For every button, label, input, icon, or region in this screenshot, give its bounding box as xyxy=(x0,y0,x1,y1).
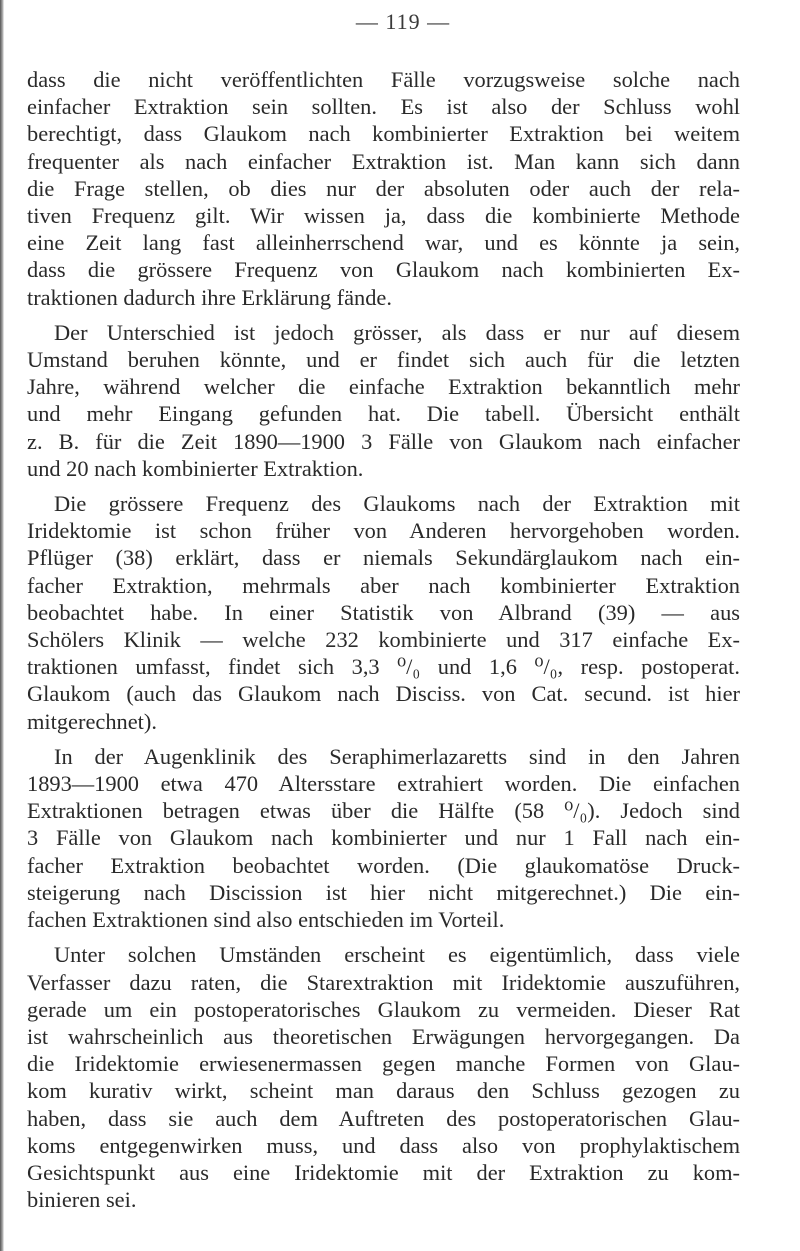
page-number: — 119 — xyxy=(355,9,451,34)
text-line: eine Zeit lang fast alleinherrschend war, und es könnte ja sein, xyxy=(27,230,740,256)
text-line: Unter solchen Umständen erscheint es eigentümlich, dass viele xyxy=(54,942,740,968)
page-edge-shadow xyxy=(0,0,4,1251)
text-line: steigerung nach Discission ist hier nicht mitgerechnet.) Die ein- xyxy=(27,879,740,905)
paragraph-2 xyxy=(27,319,740,482)
text-line: haben, dass sie auch dem Auftreten des postoperatorischen Glau- xyxy=(27,1105,740,1131)
text-line: mitgerechnet). xyxy=(27,708,157,734)
text-line: tiven Frequenz gilt. Wir wissen ja, dass die kombinierte Methode xyxy=(27,203,740,229)
text-line: Der Unterschied ist jedoch grösser, als dass er nur auf diesem xyxy=(54,319,740,345)
text-line: Die grössere Frequenz des Glaukoms nach der Extraktion mit xyxy=(54,491,740,517)
text-line: Pflüger (38) erklärt, dass er niemals Sekundärglaukom nach ein- xyxy=(27,545,740,571)
text-line: Iridektomie ist schon früher von Anderen hervorgehoben worden. xyxy=(27,518,740,544)
text-line: 1893—1900 etwa 470 Altersstare extrahiert worden. Die einfachen xyxy=(27,771,740,797)
text-line: dass die nicht veröffentlichten Fälle vorzugsweise solche nach xyxy=(27,67,740,92)
text-line: traktionen dadurch ihre Erklärung fände. xyxy=(27,284,392,310)
text-line: Jahre, während welcher die einfache Extraktion bekanntlich mehr xyxy=(27,374,740,400)
text-line: 3 Fälle von Glaukom nach kombinierter und nur 1 Fall nach ein- xyxy=(27,825,740,851)
paragraph-1 xyxy=(27,66,740,311)
text-line: facher Extraktion beobachtet worden. (Die glaukomatöse Druck- xyxy=(27,852,740,878)
paragraph-4 xyxy=(27,743,740,933)
body-text xyxy=(27,66,740,1213)
text-line: binieren sei. xyxy=(27,1187,137,1213)
text-line: facher Extraktion, mehrmals aber nach kombinierter Extraktion xyxy=(27,572,740,598)
paragraph-5 xyxy=(27,941,740,1213)
text-line: beobachtet habe. In einer Statistik von Albrand (39) — aus xyxy=(27,599,740,625)
text-line: gerade um ein postoperatorisches Glaukom zu vermeiden. Dieser Rat xyxy=(27,996,740,1022)
paragraph-3 xyxy=(27,490,740,735)
text-line: und 20 nach kombinierter Extraktion. xyxy=(27,455,364,481)
text-line: und mehr Eingang gefunden hat. Die tabell. Übersicht enthält xyxy=(27,401,740,427)
text-line: ist wahrscheinlich aus theoretischen Erwägungen hervorgegangen. Da xyxy=(27,1023,740,1049)
text-line: dass die grössere Frequenz von Glaukom nach kombinierten Ex- xyxy=(27,257,740,283)
text-line: Schölers Klinik — welche 232 kombinierte und 317 einfache Ex- xyxy=(27,627,740,653)
text-line: frequenter als nach einfacher Extraktion ist. Man kann sich dann xyxy=(27,148,740,174)
text-line: Extraktionen betragen etwas über die Hälfte (58 ⁰/₀). Jedoch sind xyxy=(27,798,740,824)
text-line: Gesichtspunkt aus eine Iridektomie mit der Extraktion zu kom- xyxy=(27,1159,740,1185)
text-line: In der Augenklinik des Seraphimerlazaretts sind in den Jahren xyxy=(54,743,740,769)
text-line: fachen Extraktionen sind also entschieden im Vorteil. xyxy=(27,907,505,933)
text-line: die Iridektomie erwiesenermassen gegen manche Formen von Glau- xyxy=(27,1051,740,1077)
text-line: berechtigt, dass Glaukom nach kombinierter Extraktion bei weitem xyxy=(27,121,740,147)
text-line: Umstand beruhen könnte, und er findet sich auch für die letzten xyxy=(27,347,740,373)
text-line: traktionen umfasst, findet sich 3,3 ⁰/₀ und 1,6 ⁰/₀, resp. postoperat. xyxy=(27,654,740,680)
text-line: Glaukom (auch das Glaukom nach Disciss. von Cat. secund. ist hier xyxy=(27,681,740,707)
text-line: kom kurativ wirkt, scheint man daraus den Schluss gezogen zu xyxy=(27,1078,740,1104)
text-line: die Frage stellen, ob dies nur der absoluten oder auch der rela- xyxy=(27,175,740,201)
text-line: einfacher Extraktion sein sollten. Es ist also der Schluss wohl xyxy=(27,94,740,120)
text-line: Verfasser dazu raten, die Starextraktion mit Iridektomie auszuführen, xyxy=(27,969,740,995)
text-line: koms entgegenwirken muss, und dass also von prophylaktischem xyxy=(27,1132,740,1158)
text-line: z. B. für die Zeit 1890—1900 3 Fälle von Glaukom nach einfacher xyxy=(27,428,740,454)
